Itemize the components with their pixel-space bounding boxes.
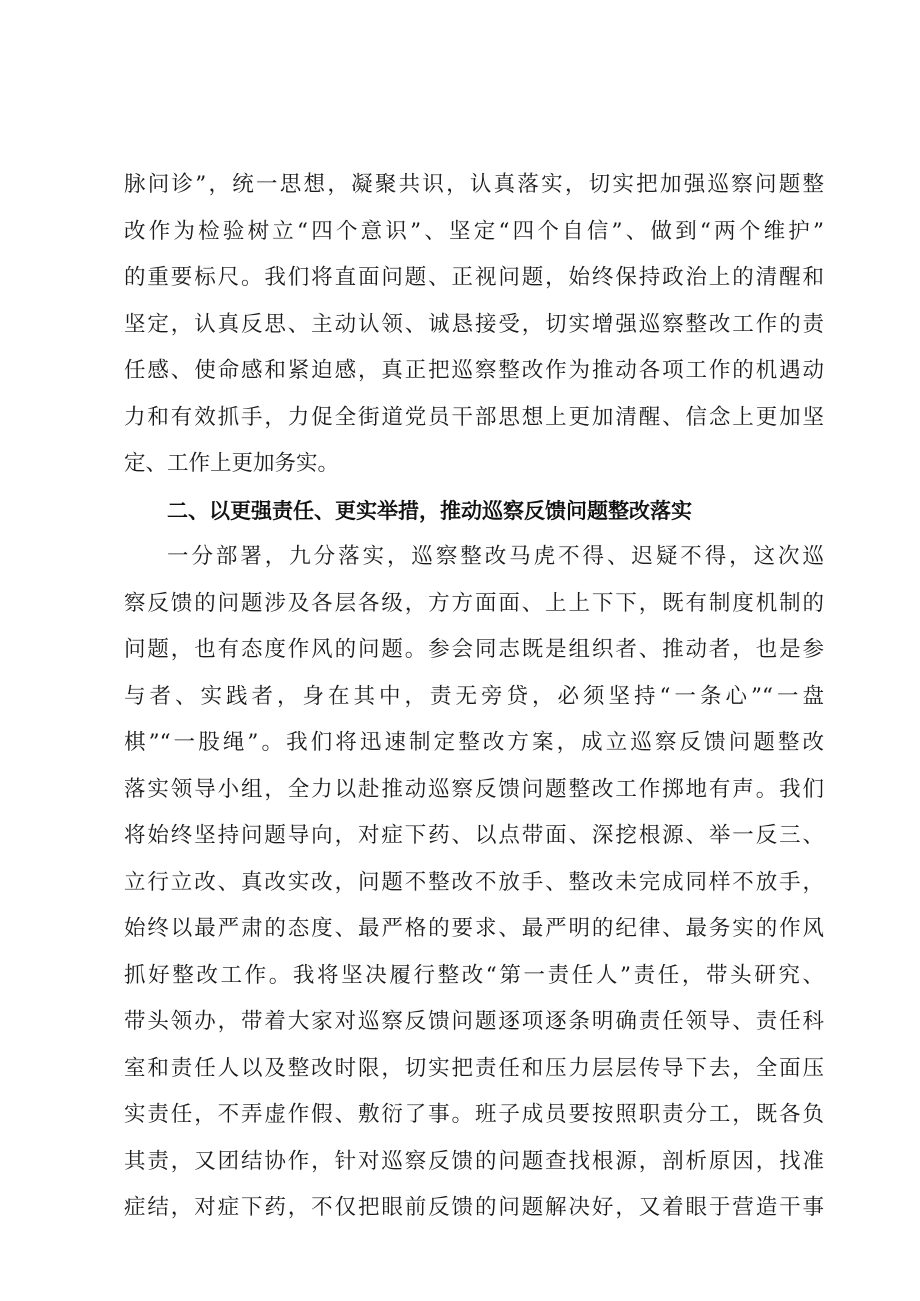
text-line: 一分部署，九分落实，巡察整改马虎不得、迟疑不得，这次巡 (167, 544, 824, 569)
text-line: 脉问诊”，统一思想，凝聚共识，认真落实，切实把加强巡察问题整 (124, 172, 824, 197)
text-line: 坚定，认真反思、主动认领、诚恳接受，切实增强巡察整改工作的责 (124, 311, 824, 337)
text-line: 棋”“一股绳”。我们将迅速制定整改方案，成立巡察反馈问题整改 (124, 730, 824, 755)
text-line: 症结，对症下药，不仅把眼前反馈的问题解决好，又着眼于营造干事 (124, 1195, 824, 1220)
text-line: 任感、使命感和紧迫感，真正把巡察整改作为推动各项工作的机遇动 (124, 358, 824, 383)
paragraph-continuation (124, 162, 824, 488)
text-line: 的重要标尺。我们将直面问题、正视问题，始终保持政治上的清醒和 (124, 265, 824, 290)
text-line: 察反馈的问题涉及各层各级，方方面面、上上下下，既有制度机制的 (124, 590, 824, 616)
text-line: 将始终坚持问题导向，对症下药、以点带面、深挖根源、举一反三、 (124, 823, 824, 848)
text-line: 改作为检验树立“四个意识”、坚定“四个自信”、做到“两个维护” (124, 218, 824, 244)
paragraph-section-two (124, 534, 824, 1232)
text-line: 实责任，不弄虚作假、敷衍了事。班子成员要按照职责分工，既各负 (124, 1102, 824, 1127)
text-line: 室和责任人以及整改时限，切实把责任和压力层层传导下去，全面压 (124, 1055, 824, 1081)
text-line: 力和有效抓手，力促全街道党员干部思想上更加清醒、信念上更加坚 (124, 404, 824, 430)
document-body (124, 162, 824, 1232)
text-line: 其责，又团结协作，针对巡察反馈的问题查找根源，剖析原因，找准 (124, 1148, 824, 1174)
section-heading: 二、以更强责任、更实举措，推动巡察反馈问题整改落实 (167, 498, 692, 523)
text-line: 带头领办，带着大家对巡察反馈问题逐项逐条明确责任领导、责任科 (124, 1009, 824, 1034)
text-line: 落实领导小组，全力以赴推动巡察反馈问题整改工作掷地有声。我们 (124, 776, 824, 802)
text-line: 定、工作上更加务实。 (124, 451, 340, 476)
text-line: 始终以最严肃的态度、最严格的要求、最严明的纪律、最务实的作风 (124, 916, 824, 941)
text-line: 问题，也有态度作风的问题。参会同志既是组织者、推动者，也是参 (124, 637, 824, 662)
text-line: 抓好整改工作。我将坚决履行整改“第一责任人”责任，带头研究、 (124, 962, 824, 988)
text-line: 立行立改、真改实改，问题不整改不放手、整改未完成同样不放手， (124, 869, 824, 895)
text-line: 与者、实践者，身在其中，责无旁贷，必须坚持“一条心”“一盘 (124, 683, 824, 709)
